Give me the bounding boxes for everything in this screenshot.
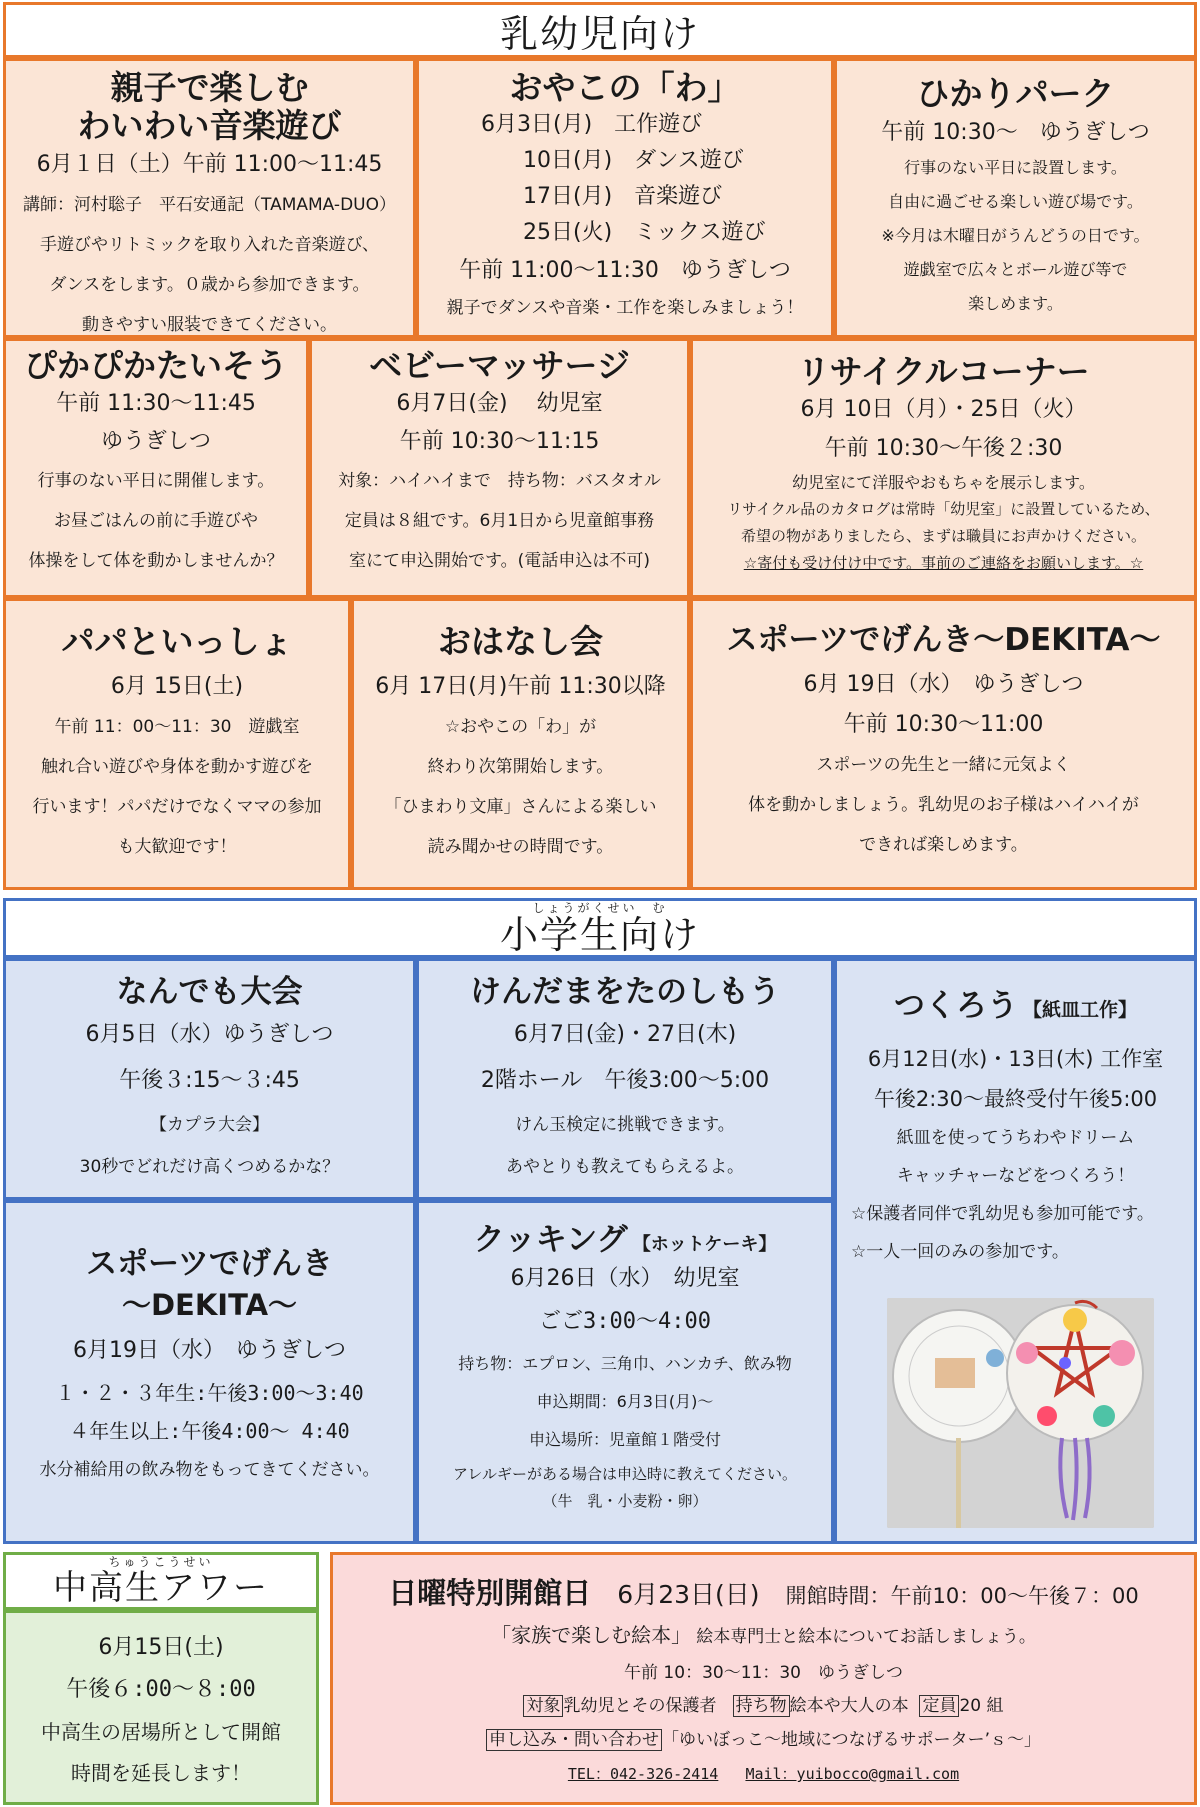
cooking-allergens: （牛 乳・小麦粉・卵） xyxy=(542,1491,708,1510)
tsukurou-time: 午後2:30～最終受付午後5:00 xyxy=(873,1086,1158,1111)
hikari-park-time: 午前 10:30～ ゆうぎしつ xyxy=(881,119,1150,145)
oyako-ongaku-desc-1: 手遊びやリトミックを取り入れた音楽遊び、 xyxy=(40,234,379,255)
hikari-park-card xyxy=(834,58,1197,338)
papa-desc-3: も大歓迎です！ xyxy=(117,836,237,857)
sunday-target: 乳幼児とその保護者 xyxy=(563,1696,717,1716)
cooking-period: 申込期間：6月3日(月)～ xyxy=(536,1391,714,1411)
kendama-title: けんだまをたのしもう xyxy=(470,974,780,1010)
sunday-date: 6月23日(日) xyxy=(617,1580,760,1609)
oyako-ongaku-date: 6月１日（土）午前 11:00～11:45 xyxy=(36,151,383,177)
tsukurou-title: つくろう xyxy=(893,988,1018,1024)
tsukurou-card xyxy=(834,958,1197,1544)
tsukurou-desc-2: キャッチャーなどをつくろう！ xyxy=(896,1165,1135,1186)
nandemo-time: 午後３:15～３:45 xyxy=(119,1067,300,1093)
oyakono-wa-card xyxy=(416,58,834,338)
cooking-card xyxy=(416,1200,834,1544)
sunday-capacity-label: 定員 xyxy=(919,1695,959,1717)
sunday-contact-info xyxy=(333,1757,1194,1791)
pikapika-desc-1: 行事のない平日に開催します。 xyxy=(37,470,275,491)
sunday-program-row xyxy=(333,1615,1194,1657)
papa-desc-2: 行います！パパだけでなくママの参加 xyxy=(32,796,322,817)
teen-desc-2: 時間を延長します！ xyxy=(71,1761,251,1785)
tsukurou-note-2: ☆一人一回のみの参加です。 xyxy=(851,1241,1069,1262)
recycle-title: リサイクルコーナー xyxy=(797,352,1090,391)
nandemo-desc: 30秒でどれだけ高くつめるかな？ xyxy=(79,1156,340,1177)
tsukurou-note-1: ☆保護者同伴で乳幼児も参加可能です。 xyxy=(851,1203,1154,1224)
teen-card xyxy=(3,1610,319,1805)
elementary-sports-title-2: ～DEKITA～ xyxy=(121,1287,298,1322)
recycle-date: 6月 10日（月）・25日（火） xyxy=(800,396,1087,422)
sunday-items: 絵本や大人の本 xyxy=(789,1696,909,1716)
cooking-allergy: アレルギーがある場合は申込時に教えてください。 xyxy=(452,1464,798,1483)
tsukurou-date: 6月12日(水)・13日(木) 工作室 xyxy=(867,1046,1164,1071)
kendama-card xyxy=(416,958,834,1200)
sunday-time: 午前 10：30～11：30 ゆうぎしつ xyxy=(624,1663,903,1683)
nandemo-event: 【カプラ大会】 xyxy=(150,1114,269,1135)
elementary-sports-date: 6月19日（水） ゆうぎしつ xyxy=(73,1337,346,1363)
infant-sports-desc-2: 体を動かしましょう。乳幼児のお子様はハイハイが xyxy=(748,794,1139,815)
sunday-program-desc: 絵本専門士と絵本についてお話しましょう。 xyxy=(696,1627,1036,1647)
sunday-tel[interactable]: TEL：042-326-2414 xyxy=(567,1765,719,1783)
oyako-ongaku-title-2: わいわい音楽遊び xyxy=(77,105,342,145)
infant-sports-title: スポーツでげんき～DEKITA～ xyxy=(726,622,1161,658)
sunday-contact-label: 申し込み・問い合わせ xyxy=(486,1729,662,1751)
papa-date: 6月 15日(土) xyxy=(110,673,244,699)
infant-sports-desc-3: できれば楽しめます。 xyxy=(859,834,1028,855)
hikari-park-desc-2: 自由に過ごせる楽しい遊び場です。 xyxy=(888,191,1143,211)
recycle-desc-4: ☆寄付も受け付け中です。事前のご連絡をお願いします。☆ xyxy=(743,553,1144,572)
infant-header-title: 乳幼児向け xyxy=(499,11,700,56)
elementary-sports-desc: 水分補給用の飲み物をもってきてください。 xyxy=(39,1459,380,1480)
sunday-info-row xyxy=(333,1689,1194,1723)
craft-illustration xyxy=(887,1298,1154,1528)
cooking-date: 6月26日（水） 幼児室 xyxy=(510,1265,740,1291)
oyako-ongaku-title-1: 親子で楽しむ xyxy=(110,68,309,107)
hikari-park-desc-5: 楽しめます。 xyxy=(968,293,1063,313)
cooking-time: ごご3:00～4:00 xyxy=(539,1308,711,1334)
baby-massage-card xyxy=(309,338,690,598)
pikapika-place: ゆうぎしつ xyxy=(100,428,211,454)
sunday-target-label: 対象 xyxy=(523,1695,563,1717)
tsukurou-title-row xyxy=(837,989,1194,1025)
infant-sports-desc-1: スポーツの先生と一緒に元気よく xyxy=(816,754,1071,775)
baby-massage-title: ベビーマッサージ xyxy=(369,346,630,385)
sunday-capacity: 20 組 xyxy=(959,1696,1004,1716)
sunday-hours: 開館時間：午前10：00～午後７：00 xyxy=(785,1584,1139,1608)
recycle-time: 午前 10:30～午後２:30 xyxy=(824,435,1063,461)
ohanashi-desc-1: ☆おやこの「わ」が xyxy=(444,716,597,737)
teen-date: 6月15日(土) xyxy=(98,1635,224,1660)
oyakono-wa-row-4: 25日(火) ミックス遊び xyxy=(523,219,766,245)
teen-section-header xyxy=(3,1552,319,1610)
teen-desc-1: 中高生の居場所として開館 xyxy=(41,1720,281,1744)
craft-photo xyxy=(887,1298,1154,1528)
pikapika-desc-2: お昼ごはんの前に手遊びや xyxy=(54,510,258,531)
hikari-park-desc-4: 遊戯室で広々とボール遊び等で xyxy=(903,259,1128,279)
sunday-card xyxy=(330,1552,1197,1805)
oyakono-wa-title: おやこの「わ」 xyxy=(509,68,741,107)
infant-sports-time: 午前 10:30～11:00 xyxy=(843,711,1044,737)
sunday-header-row xyxy=(333,1575,1194,1611)
elementary-sports-row-2: ４年生以上:午後4:00～ 4:40 xyxy=(69,1418,350,1443)
elementary-sports-row-1: １・２・３年生:午後3:00～3:40 xyxy=(55,1380,364,1405)
ohanashi-desc-2: 終わり次第開始します。 xyxy=(427,756,614,777)
oyakono-wa-row-2: 10日(月) ダンス遊び xyxy=(523,147,744,173)
nandemo-date: 6月5日（水）ゆうぎしつ xyxy=(85,1021,334,1047)
oyakono-wa-row-3: 17日(月) 音楽遊び xyxy=(523,183,723,209)
baby-massage-time: 午前 10:30～11:15 xyxy=(399,428,600,454)
teen-time: 午後６:00～８:00 xyxy=(66,1677,256,1702)
papa-time: 午前 11：00～11：30 遊戯室 xyxy=(54,716,300,737)
elementary-section-header xyxy=(3,898,1197,958)
teen-header-title: 中高生アワー xyxy=(53,1568,269,1608)
sunday-contact: 「ゆいぼっこ～地域につなげるサポーター’ｓ～」 xyxy=(661,1730,1042,1750)
pikapika-time: 午前 11:30～11:45 xyxy=(56,390,256,416)
hikari-park-desc-1: 行事のない平日に設置します。 xyxy=(904,157,1127,177)
pikapika-desc-3: 体操をして体を動かしませんか？ xyxy=(28,550,284,571)
baby-massage-date: 6月7日(金) 幼児室 xyxy=(396,390,603,416)
papa-title: パパといっしょ xyxy=(61,622,293,661)
sunday-mail[interactable]: Mail：yuibocco@gmail.com xyxy=(745,1765,960,1783)
ohanashi-date: 6月 17日(月)午前 11:30以降 xyxy=(375,673,666,699)
recycle-desc-3: 希望の物がありましたら、まずは職員にお声かけください。 xyxy=(740,526,1146,545)
baby-massage-desc-3: 室にて申込開始です。(電話申込は不可) xyxy=(349,550,650,571)
elementary-header-ruby: しょうがくせい む xyxy=(532,901,668,915)
sunday-title: 日曜特別開館日 xyxy=(388,1576,592,1610)
kendama-desc-2: あやとりも教えてもらえるよ。 xyxy=(506,1156,744,1177)
elementary-sports-card xyxy=(3,1200,416,1544)
infant-sports-date: 6月 19日（水） ゆうぎしつ xyxy=(803,671,1084,697)
oyako-ongaku-desc-3: 動きやすい服装できてください。 xyxy=(82,314,337,335)
nandemo-title: なんでも大会 xyxy=(116,974,303,1010)
baby-massage-desc-2: 定員は８組です。6月1日から児童館事務 xyxy=(344,510,655,531)
infant-sports-card xyxy=(690,598,1197,890)
ohanashi-desc-4: 読み聞かせの時間です。 xyxy=(427,836,614,857)
papa-card xyxy=(3,598,351,890)
elementary-header-title: 小学生向け xyxy=(499,913,700,957)
ohanashi-desc-3: 「ひまわり文庫」さんによる楽しい xyxy=(384,796,657,817)
cooking-items: 持ち物：エプロン、三角巾、ハンカチ、飲み物 xyxy=(458,1353,792,1373)
tsukurou-desc-1: 紙皿を使ってうちわやドリーム xyxy=(896,1127,1135,1148)
pikapika-card xyxy=(3,338,309,598)
papa-desc-1: 触れ合い遊びや身体を動かす遊びを xyxy=(41,756,313,777)
oyako-ongaku-desc-2: ダンスをします。０歳から参加できます。 xyxy=(49,274,370,295)
nandemo-card xyxy=(3,958,416,1200)
sunday-contact-row xyxy=(333,1723,1194,1757)
sunday-program-title: 「家族で楽しむ絵本」 xyxy=(491,1623,692,1647)
cooking-place: 申込場所：児童館１階受付 xyxy=(528,1429,721,1449)
pikapika-title: ぴかぴかたいそう xyxy=(24,346,288,385)
oyakono-wa-time: 午前 11:00～11:30 ゆうぎしつ xyxy=(459,257,791,283)
recycle-desc-2: リサイクル品のカタログは常時「幼児室」に設置しているため、 xyxy=(727,499,1160,518)
cooking-title-row xyxy=(419,1223,831,1259)
oyakono-wa-desc: 親子でダンスや音楽・工作を楽しみましょう！ xyxy=(446,297,804,318)
baby-massage-desc-1: 対象：ハイハイまで 持ち物：バスタオル xyxy=(338,470,661,491)
hikari-park-title: ひかりパーク xyxy=(916,74,1115,113)
kendama-place: 2階ホール 午後3:00～5:00 xyxy=(480,1067,770,1093)
oyako-ongaku-lecturer: 講師：河村聡子 平石安通記（TAMAMA-DUO） xyxy=(23,194,396,215)
recycle-card xyxy=(690,338,1197,598)
cooking-title: クッキング xyxy=(473,1222,628,1258)
oyako-ongaku-card xyxy=(3,58,416,338)
hikari-park-desc-3: ※今月は木曜日がうんどうの日です。 xyxy=(881,225,1150,245)
tsukurou-title-sub: 【紙皿工作】 xyxy=(1023,999,1138,1021)
teen-header-ruby: ちゅうこうせい xyxy=(108,1555,214,1569)
ohanashi-card xyxy=(351,598,690,890)
recycle-desc-1: 幼児室にて洋服やおもちゃを展示します。 xyxy=(792,472,1095,492)
kendama-date: 6月7日(金)・27日(木) xyxy=(513,1021,737,1047)
ohanashi-title: おはなし会 xyxy=(438,622,603,661)
sunday-items-label: 持ち物 xyxy=(733,1695,790,1717)
elementary-sports-title-1: スポーツでげんき xyxy=(86,1246,333,1282)
oyakono-wa-row-1: 6月3日(月) 工作遊び xyxy=(481,111,703,137)
infant-section-header xyxy=(3,2,1197,58)
cooking-title-sub: 【ホットケーキ】 xyxy=(632,1234,777,1255)
kendama-desc-1: けん玉検定に挑戦できます。 xyxy=(515,1114,735,1135)
